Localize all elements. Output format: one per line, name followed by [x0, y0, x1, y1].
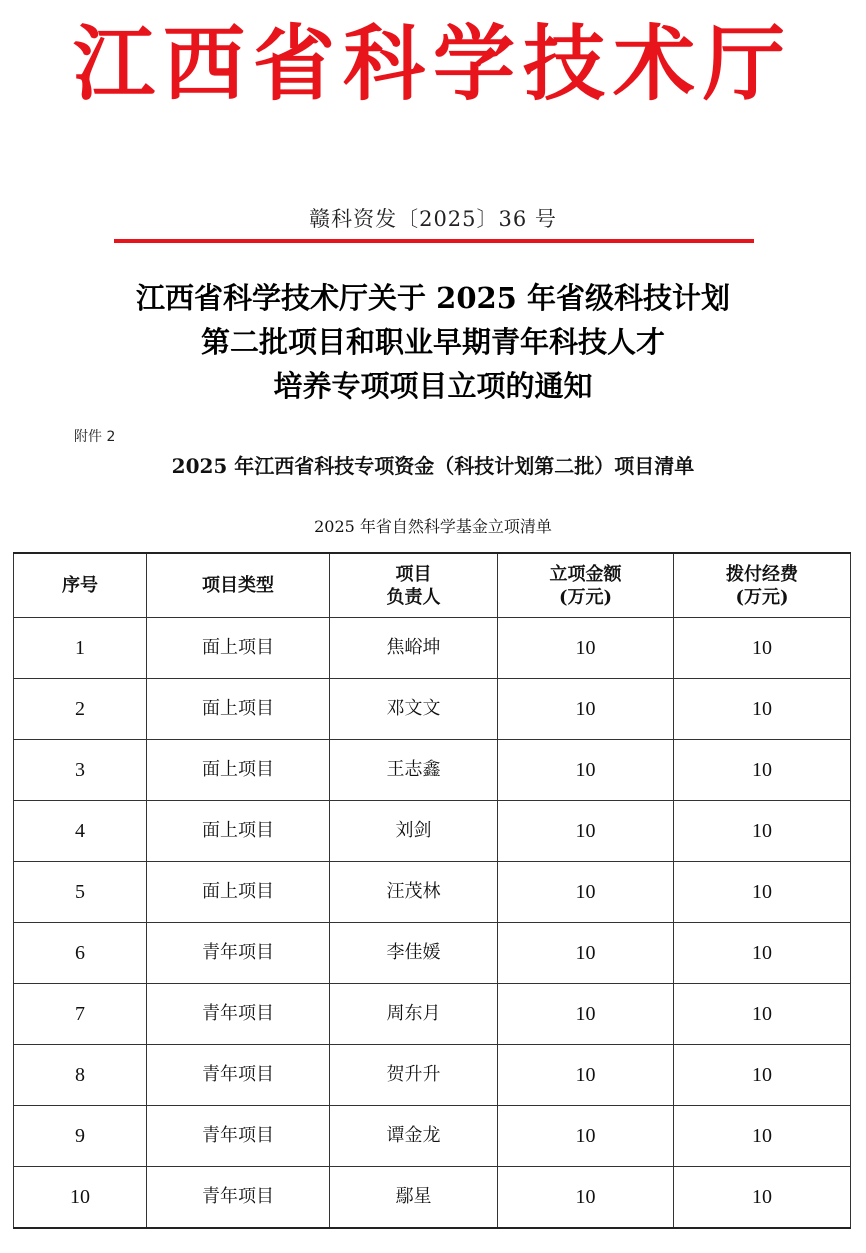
cell-project-type: 青年项目 — [147, 1045, 330, 1106]
document-title-line: 第二批项目和职业早期青年科技人才 — [200, 325, 665, 359]
cell-project-leader: 谭金龙 — [330, 1106, 498, 1167]
cell-project-leader: 鄢星 — [330, 1167, 498, 1229]
cell-allocated-funds: 10 — [674, 984, 851, 1045]
cell-serial-number: 5 — [14, 862, 147, 923]
cell-project-leader: 汪茂林 — [330, 862, 498, 923]
table-row — [14, 984, 851, 1045]
cell-serial-number: 3 — [14, 740, 147, 801]
table-row — [14, 1167, 851, 1229]
table-row — [14, 801, 851, 862]
cell-approved-amount: 10 — [498, 1167, 674, 1229]
cell-serial-number: 8 — [14, 1045, 147, 1106]
cell-project-type: 面上项目 — [147, 618, 330, 679]
cell-project-leader: 王志鑫 — [330, 740, 498, 801]
cell-project-type: 青年项目 — [147, 923, 330, 984]
cell-allocated-funds: 10 — [674, 1167, 851, 1229]
cell-project-type: 青年项目 — [147, 1106, 330, 1167]
attachment-label: 附件 2 — [74, 429, 116, 445]
table-row — [14, 679, 851, 740]
cell-allocated-funds: 10 — [674, 740, 851, 801]
table-row — [14, 1106, 851, 1167]
cell-project-type: 青年项目 — [147, 984, 330, 1045]
table-row — [14, 618, 851, 679]
cell-allocated-funds: 10 — [674, 1106, 851, 1167]
cell-project-leader: 刘剑 — [330, 801, 498, 862]
cell-serial-number: 2 — [14, 679, 147, 740]
cell-serial-number: 1 — [14, 618, 147, 679]
cell-allocated-funds: 10 — [674, 679, 851, 740]
document-title-line: 培养专项项目立项的通知 — [273, 369, 593, 403]
cell-project-type: 面上项目 — [147, 801, 330, 862]
cell-approved-amount: 10 — [498, 618, 674, 679]
cell-project-leader: 贺升升 — [330, 1045, 498, 1106]
document-number: 赣科资发〔2025〕36 号 — [309, 207, 557, 231]
cell-project-leader: 李佳媛 — [330, 923, 498, 984]
header-project-leader: 项目 负责人 — [330, 553, 498, 618]
cell-approved-amount: 10 — [498, 740, 674, 801]
cell-project-type: 青年项目 — [147, 1167, 330, 1229]
table-row — [14, 923, 851, 984]
cell-project-type: 面上项目 — [147, 679, 330, 740]
project-table — [13, 552, 851, 1229]
table-row — [14, 1045, 851, 1106]
cell-allocated-funds: 10 — [674, 1045, 851, 1106]
cell-approved-amount: 10 — [498, 679, 674, 740]
cell-approved-amount: 10 — [498, 923, 674, 984]
cell-approved-amount: 10 — [498, 801, 674, 862]
table-caption: 2025 年省自然科学基金立项清单 — [314, 517, 552, 536]
header-allocated-funds: 拨付经费 (万元) — [674, 553, 851, 618]
cell-project-type: 面上项目 — [147, 862, 330, 923]
red-divider — [114, 239, 754, 243]
cell-project-leader: 焦峪坤 — [330, 618, 498, 679]
header-project-type: 项目类型 — [147, 553, 330, 618]
cell-allocated-funds: 10 — [674, 618, 851, 679]
cell-approved-amount: 10 — [498, 1045, 674, 1106]
table-row — [14, 862, 851, 923]
cell-serial-number: 9 — [14, 1106, 147, 1167]
document-title-line: 江西省科学技术厅关于 2025 年省级科技计划 — [136, 281, 730, 315]
header-serial-number: 序号 — [14, 553, 147, 618]
issuer-masthead: 江西省科学技术厅 — [72, 16, 793, 112]
cell-project-leader: 邓文文 — [330, 679, 498, 740]
cell-allocated-funds: 10 — [674, 923, 851, 984]
cell-serial-number: 6 — [14, 923, 147, 984]
table-row — [14, 740, 851, 801]
document-title — [0, 276, 866, 408]
cell-project-leader: 周东月 — [330, 984, 498, 1045]
cell-serial-number: 10 — [14, 1167, 147, 1229]
cell-project-type: 面上项目 — [147, 740, 330, 801]
table-header-row — [14, 553, 851, 618]
header-approved-amount: 立项金额 (万元) — [498, 553, 674, 618]
cell-serial-number: 7 — [14, 984, 147, 1045]
cell-approved-amount: 10 — [498, 1106, 674, 1167]
cell-serial-number: 4 — [14, 801, 147, 862]
cell-approved-amount: 10 — [498, 984, 674, 1045]
list-title: 2025 年江西省科技专项资金（科技计划第二批）项目清单 — [171, 454, 695, 478]
cell-allocated-funds: 10 — [674, 801, 851, 862]
cell-allocated-funds: 10 — [674, 862, 851, 923]
cell-approved-amount: 10 — [498, 862, 674, 923]
